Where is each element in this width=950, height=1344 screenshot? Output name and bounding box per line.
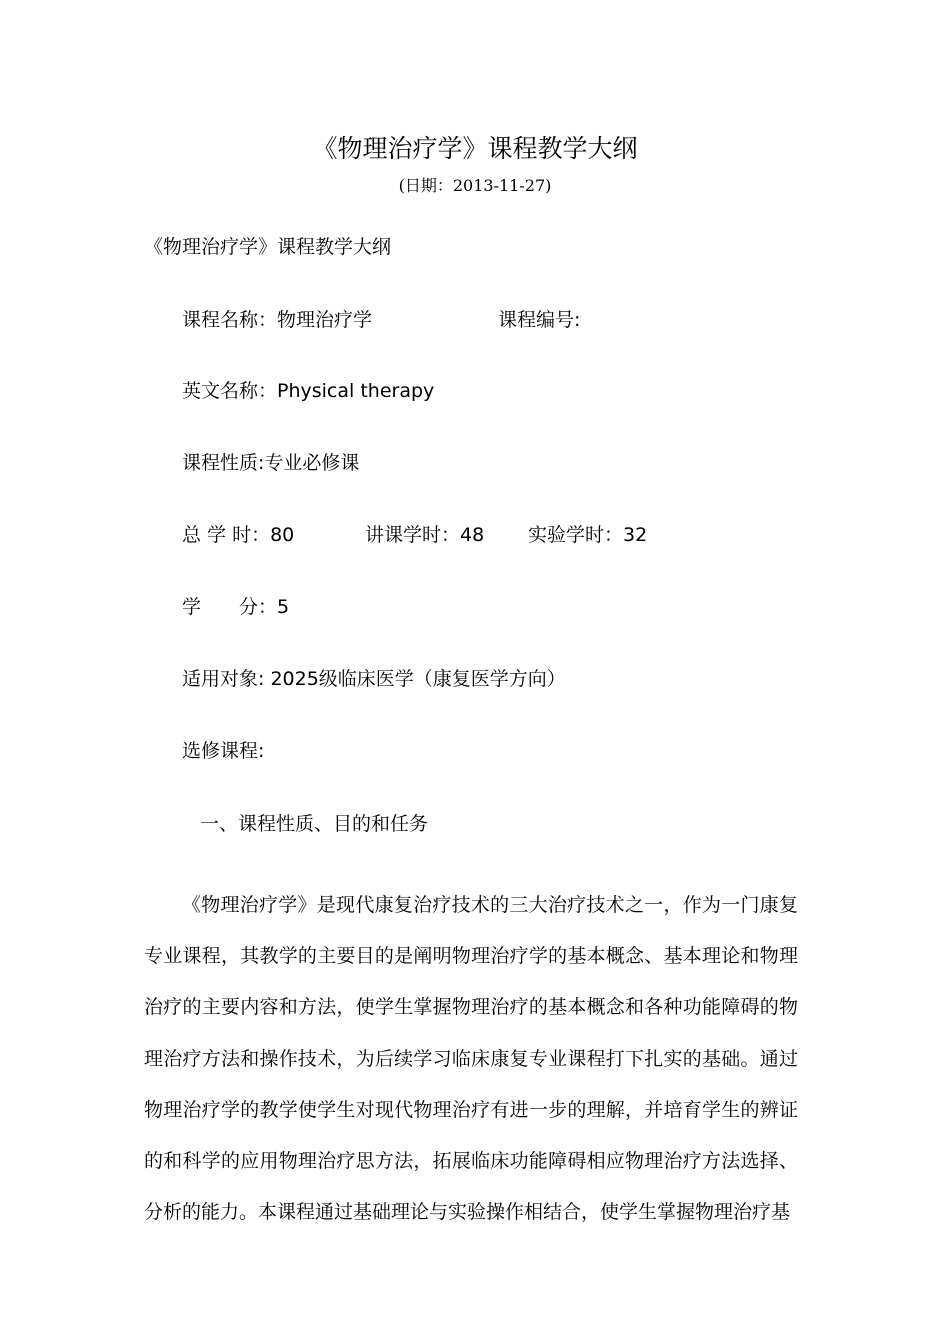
document-date: (日期：2013-11-27) bbox=[398, 176, 552, 195]
lab-hours: 实验学时：32 bbox=[528, 524, 648, 546]
course-code: 课程编号: bbox=[498, 309, 581, 331]
course-nature: 课程性质:专业必修课 bbox=[182, 452, 360, 474]
section-heading: 一、课程性质、目的和任务 bbox=[200, 813, 429, 835]
credits: 学 分：5 bbox=[182, 596, 290, 618]
english-name: 英文名称：Physical therapy bbox=[182, 380, 435, 402]
target-audience: 适用对象: 2025级临床医学（康复医学方向） bbox=[182, 668, 566, 690]
course-name: 课程名称：物理治疗学 bbox=[182, 309, 373, 331]
section-body-paragraph: 《物理治疗学》是现代康复治疗技术的三大治疗技术之一，作为一门康复专业课程，其教学的主要目的是阐明物理治疗学的基本概念、基本理论和物理治疗的主要内容和方法，使学生掌握物理治疗的基本概念和各种功能障碍的物理治疗方法和操作技术，为后续学习临床康复专业课程打下扎实的基础。通过物理治疗学的教学使学生对现代物理治疗有进一步的理解，并培育学生的辨证的和科学的应用物理治疗思方法，拓展临床功能障碍相应物理治疗方法选择、分析的能力。本课程通过基础理论与实验操作相结合，使学生掌握物理治疗基 bbox=[144, 894, 798, 1224]
elective-courses: 选修课程: bbox=[182, 740, 265, 762]
document-title: 《物理治疗学》课程教学大纲 bbox=[312, 134, 638, 163]
total-hours: 总 学 时：80 bbox=[182, 524, 295, 546]
outline-heading: 《物理治疗学》课程教学大纲 bbox=[144, 236, 392, 258]
lecture-hours: 讲课学时：48 bbox=[365, 524, 485, 546]
